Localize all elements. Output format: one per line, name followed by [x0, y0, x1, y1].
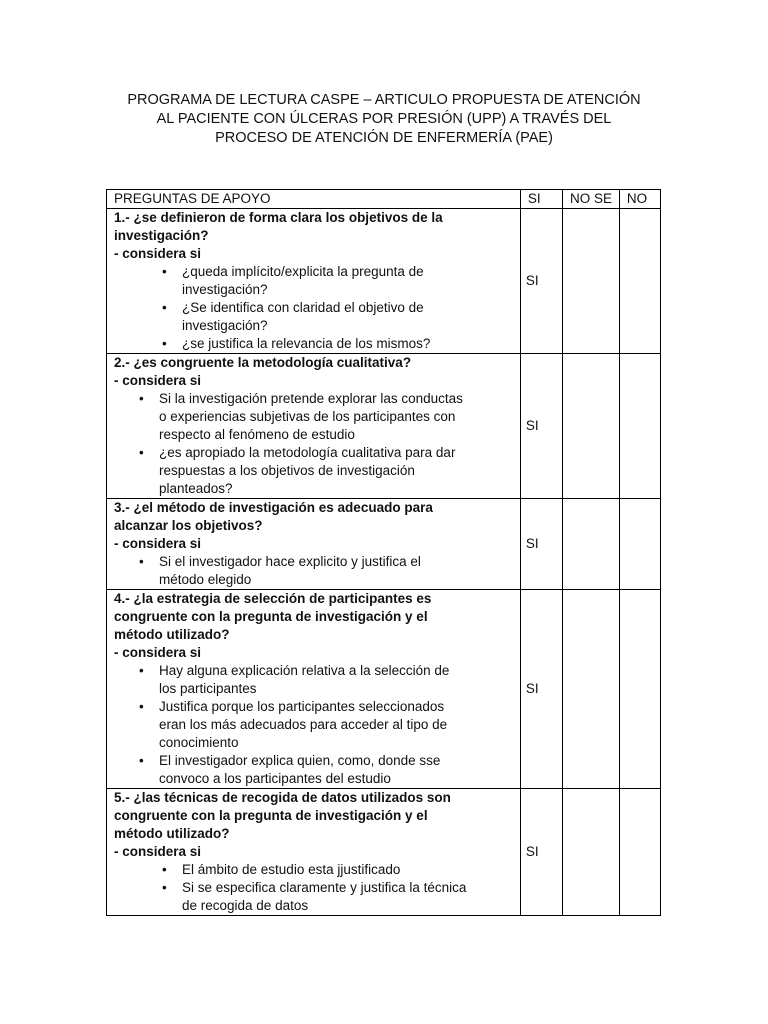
answer-si: SI [520, 209, 562, 354]
answer-no [619, 209, 660, 354]
question-text [114, 590, 520, 662]
answer-no [619, 590, 660, 789]
list-item-line: los participantes [159, 681, 257, 696]
question-text [114, 354, 520, 390]
answer-si: SI [520, 499, 562, 590]
answer-si: SI [520, 789, 562, 916]
answer-no-se [563, 209, 620, 354]
considera-label: - considera si [114, 373, 202, 388]
criteria-list [114, 861, 520, 915]
list-item-line: • ¿se justifica la relevancia de los mismos? [182, 336, 431, 351]
list-item [159, 444, 520, 498]
answer-no [619, 789, 660, 916]
list-item [159, 390, 520, 444]
question-text [114, 499, 520, 553]
answer-no [619, 354, 660, 499]
list-item-line: convoco a los participantes del estudio [159, 771, 391, 786]
list-item [182, 299, 520, 335]
list-item [159, 662, 520, 698]
question-text [114, 789, 520, 861]
list-item-line: método elegido [159, 572, 252, 587]
list-item-line: • Si el investigador hace explicito y justifica el [159, 554, 421, 569]
question-cell [107, 209, 521, 354]
list-item-line: • Justifica porque los participantes seleccionados [159, 699, 445, 714]
list-item-line: • Si se especifica claramente y justifica la técnica [182, 880, 467, 895]
table-row [107, 209, 661, 354]
criteria-list [114, 553, 520, 589]
list-item-line: respecto al fenómeno de estudio [159, 427, 355, 442]
list-item [182, 879, 520, 915]
title-line: PROCESO DE ATENCIÓN DE ENFERMERÍA (PAE) [215, 130, 553, 146]
question-line: 4.- ¿la estrategia de selección de participantes es [114, 591, 432, 606]
question-cell [107, 499, 521, 590]
question-line: 1.- ¿se definieron de forma clara los objetivos de la [114, 210, 443, 225]
header-row [107, 190, 661, 209]
list-item-line: • Si la investigación pretende explorar las conductas [159, 391, 463, 406]
title-line: AL PACIENTE CON ÚLCERAS POR PRESIÓN (UPP) A TRAVÉS DEL [156, 111, 612, 127]
list-item-line: o experiencias subjetivas de los participantes con [159, 409, 456, 424]
header-questions: PREGUNTAS DE APOYO [107, 190, 521, 209]
list-item [182, 861, 520, 879]
answer-no-se [563, 590, 620, 789]
answer-si: SI [520, 590, 562, 789]
question-line: investigación? [114, 228, 209, 243]
criteria-list [114, 662, 520, 788]
answer-no-se [563, 354, 620, 499]
considera-label: - considera si [114, 844, 202, 859]
list-item [159, 698, 520, 752]
question-line: congruente con la pregunta de investigación y el [114, 808, 428, 823]
question-line: alcanzar los objetivos? [114, 518, 263, 533]
list-item-line: • El investigador explica quien, como, donde sse [159, 753, 441, 768]
list-item [159, 553, 520, 589]
header-no-se: NO SE [563, 190, 620, 209]
caspe-checklist-table [106, 189, 661, 916]
question-line: congruente con la pregunta de investigación y el [114, 609, 428, 624]
question-text [114, 209, 520, 263]
list-item-line: • El ámbito de estudio esta jjustificado [182, 862, 401, 877]
question-cell [107, 354, 521, 499]
criteria-list [114, 390, 520, 498]
answer-no-se [563, 789, 620, 916]
table-row [107, 789, 661, 916]
table-row [107, 499, 661, 590]
question-cell [107, 789, 521, 916]
list-item-line: • ¿queda implícito/explicita la pregunta de [182, 264, 424, 279]
answer-no [619, 499, 660, 590]
criteria-list [114, 263, 520, 353]
list-item [159, 752, 520, 788]
list-item [182, 263, 520, 299]
answer-si: SI [520, 354, 562, 499]
list-item-line: investigación? [182, 318, 268, 333]
title-line: PROGRAMA DE LECTURA CASPE – ARTICULO PROPUESTA DE ATENCIÓN [127, 92, 641, 108]
question-line: 3.- ¿el método de investigación es adecuado para [114, 500, 433, 515]
question-cell [107, 590, 521, 789]
list-item-line: conocimiento [159, 735, 239, 750]
list-item-line: de recogida de datos [182, 898, 309, 913]
table-row [107, 590, 661, 789]
list-item-line: respuestas a los objetivos de investigación [159, 463, 415, 478]
list-item-line: • Hay alguna explicación relativa a la selección de [159, 663, 450, 678]
document-title [100, 91, 668, 148]
question-line: método utilizado? [114, 627, 230, 642]
question-line: 5.- ¿las técnicas de recogida de datos utilizados son [114, 790, 451, 805]
considera-label: - considera si [114, 246, 202, 261]
considera-label: - considera si [114, 536, 202, 551]
list-item-line: eran los más adecuados para acceder al tipo de [159, 717, 448, 732]
list-item-line: planteados? [159, 481, 233, 496]
considera-label: - considera si [114, 645, 202, 660]
list-item-line: • ¿es apropiado la metodología cualitativa para dar [159, 445, 456, 460]
table-row [107, 354, 661, 499]
header-si: SI [520, 190, 562, 209]
question-line: método utilizado? [114, 826, 230, 841]
question-line: 2.- ¿es congruente la metodología cualitativa? [114, 355, 412, 370]
answer-no-se [563, 499, 620, 590]
list-item-line: investigación? [182, 282, 268, 297]
header-no: NO [619, 190, 660, 209]
list-item-line: • ¿Se identifica con claridad el objetivo de [182, 300, 424, 315]
list-item [182, 335, 520, 353]
